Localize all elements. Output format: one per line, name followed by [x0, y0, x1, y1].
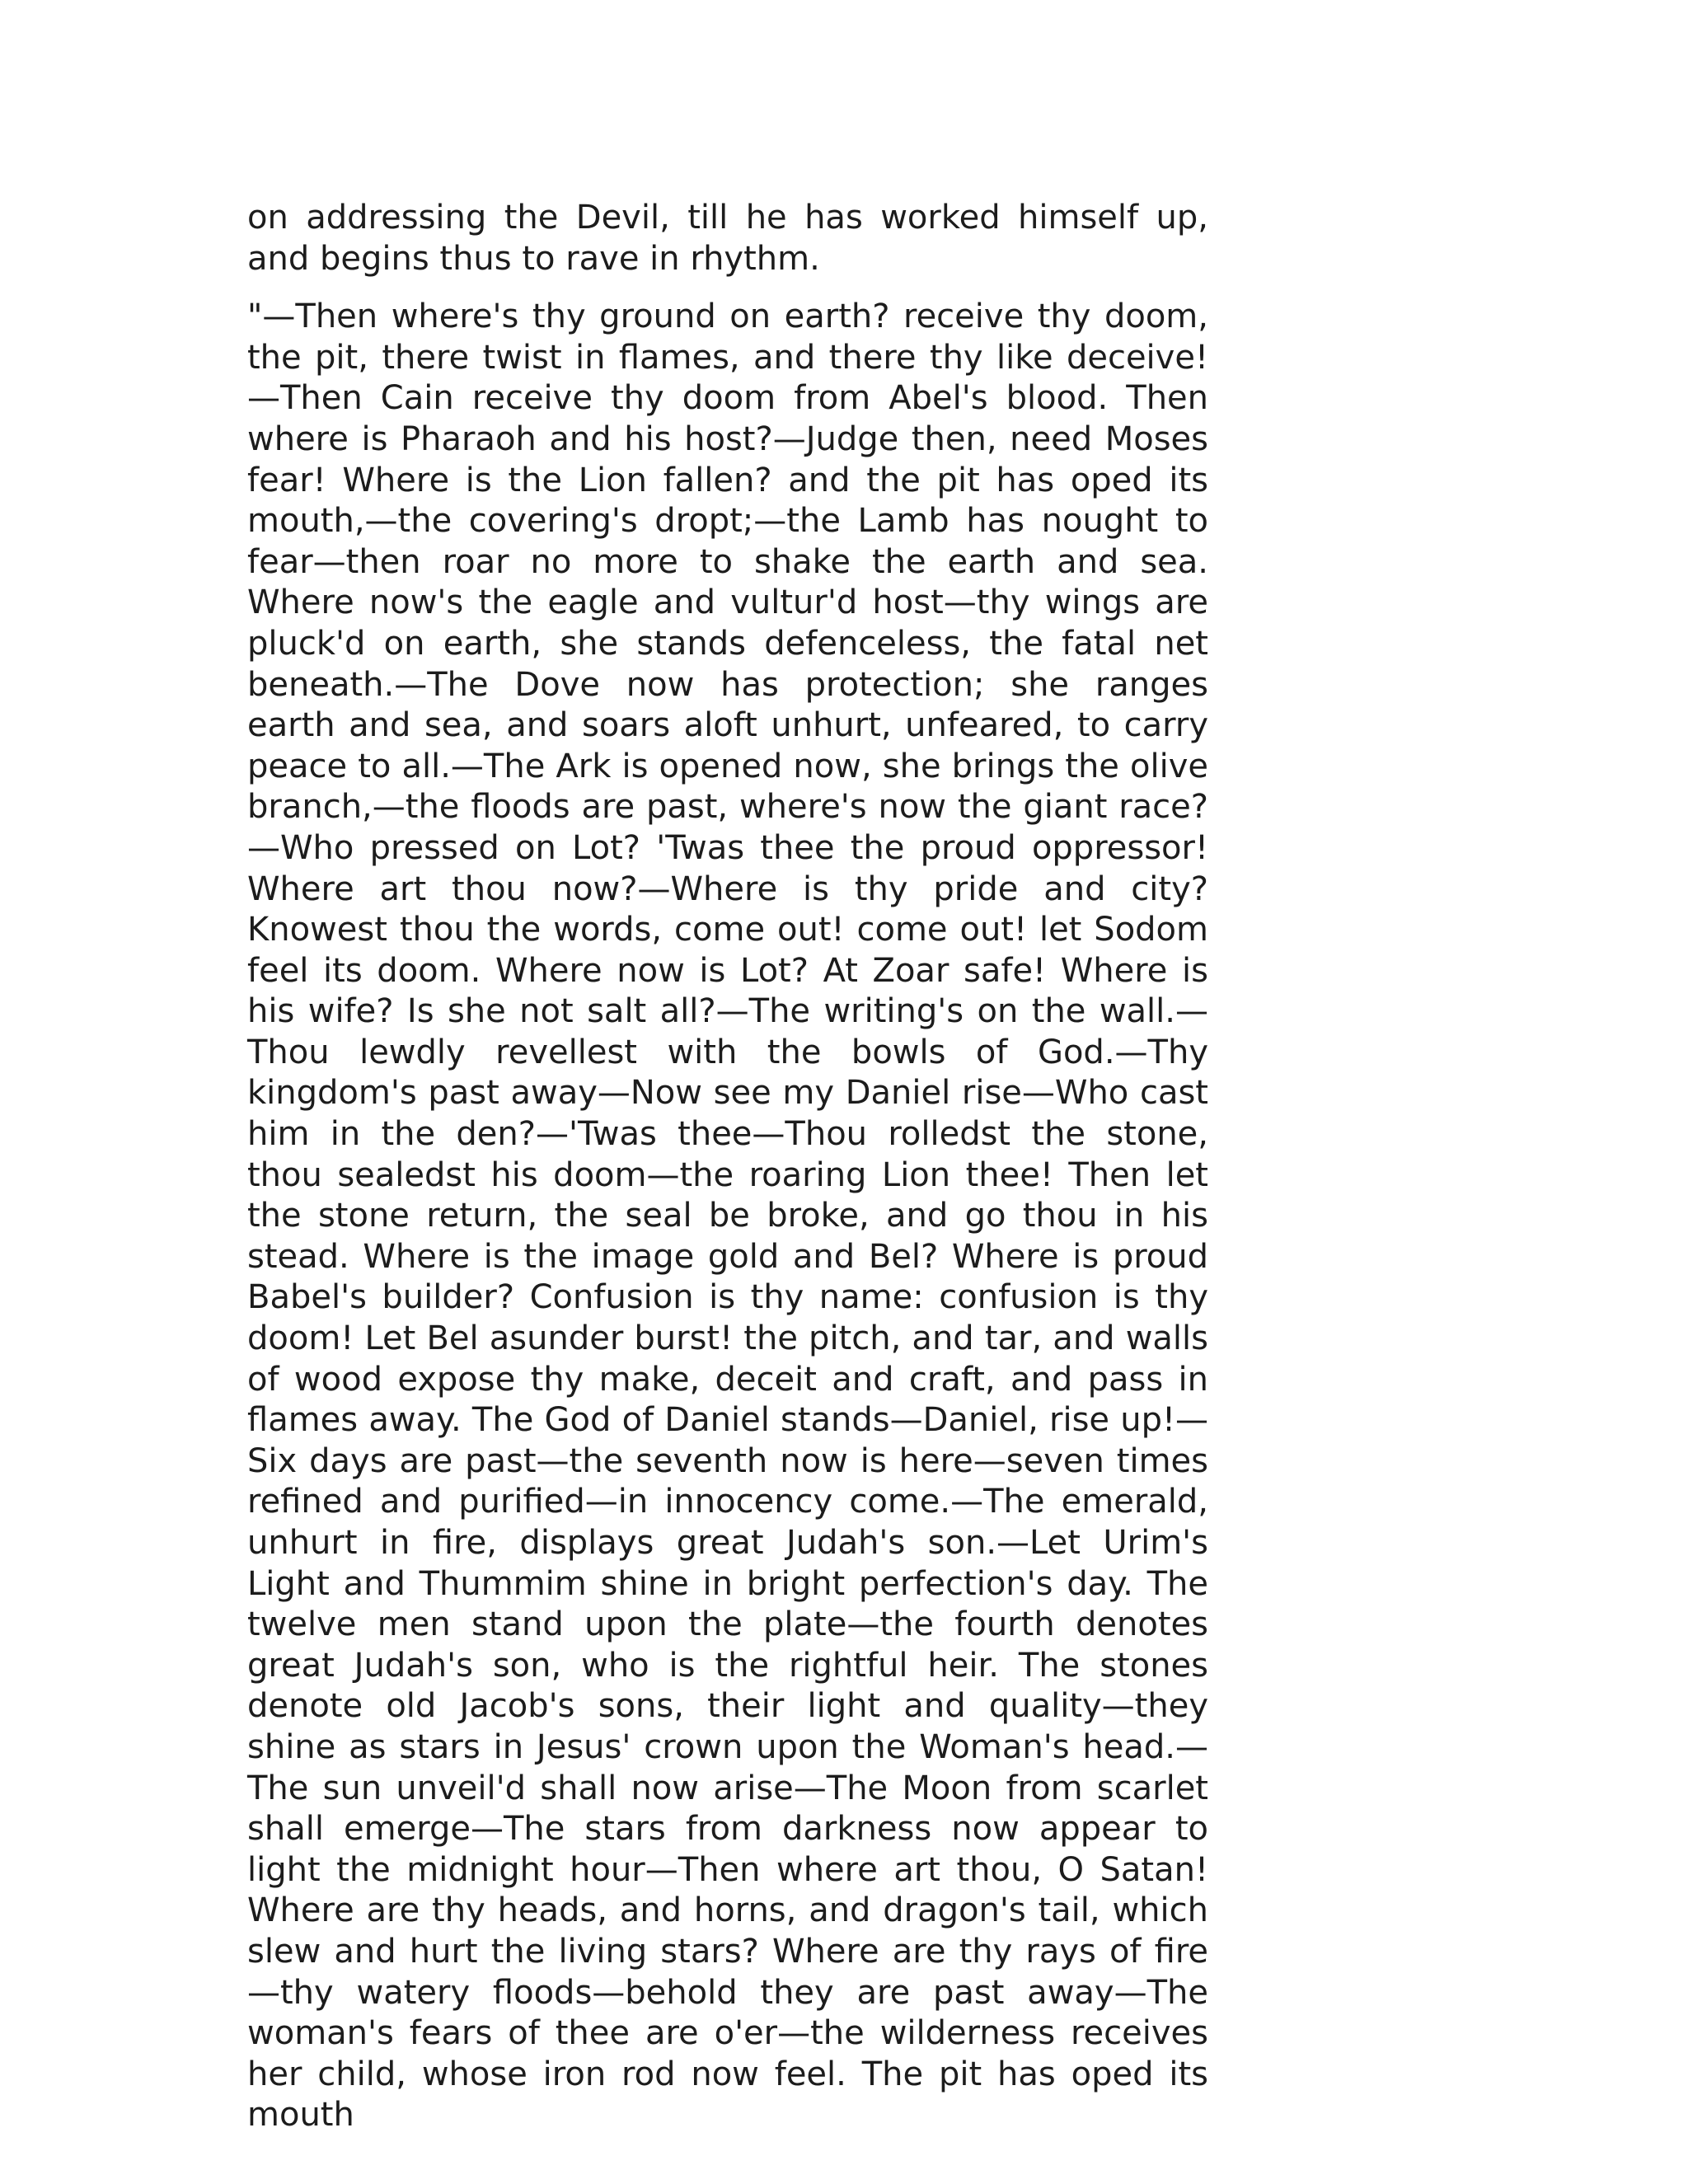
page-body	[247, 198, 1208, 2136]
paragraph-intro: on addressing the Devil, till he has worked himself up, and begins thus to rave in rhythm.	[247, 199, 1208, 278]
paragraph-quotation: "—Then where's thy ground on earth? receive thy doom, the pit, there twist in flames, and there thy like deceive!—Then Cain receive thy doom from Abel's blood. Then where is Pharaoh and his host?—Judge then, need Moses fear! Where is the Lion fallen? and the pit has oped its mouth,—the covering's dropt;—the Lamb has nought to fear—then roar no more to shake the earth and sea. Where now's the eagle and vultur'd host—thy wings are pluck'd on earth, she stands defenceless, the fatal net beneath.—The Dove now has protection; she ranges earth and sea, and soars aloft unhurt, unfeared, to carry peace to all.—The Ark is opened now, she brings the olive branch,—the floods are past, where's now the giant race?—Who pressed on Lot? 'Twas thee the proud oppressor! Where art thou now?—Where is thy pride and city? Knowest thou the words, come out! come out! let Sodom feel its doom. Where now is Lot? At Zoar safe! Where is his wife? Is she not salt all?—The writing's on the wall.—Thou lewdly revellest with the bowls of God.—Thy kingdom's past away—Now see my Daniel rise—Who cast him in the den?—'Twas thee—Thou rolledst the stone, thou sealedst his doom—the roaring Lion thee! Then let the stone return, the seal be broke, and go thou in his stead. Where is the image gold and Bel? Where is proud Babel's builder? Confusion is thy name: confusion is thy doom! Let Bel asunder burst! the pitch, and tar, and walls of wood expose thy make, deceit and craft, and pass in flames away. The God of Daniel stands—Daniel, rise up!—Six days are past—the seventh now is here—seven times refined and purified—in innocency come.—The emerald, unhurt in fire, displays great Judah's son.—Let Urim's Light and Thummim shine in bright perfection's day. The twelve men stand upon the plate—the fourth denotes great Judah's son, who is the rightful heir. The stones denote old Jacob's sons, their light and quality—they shine as stars in Jesus' crown upon the Woman's head.—The sun unveil'd shall now arise—The Moon from scarlet shall emerge—The stars from darkness now appear to light the midnight hour—Then where art thou, O Satan! Where are thy heads, and horns, and dragon's tail, which slew and hurt the living stars? Where are thy rays of fire—thy watery floods—behold they are past away—The woman's fears of thee are o'er—the wilderness receives her child, whose iron rod now feel. The pit has oped its mouth	[247, 298, 1208, 2135]
